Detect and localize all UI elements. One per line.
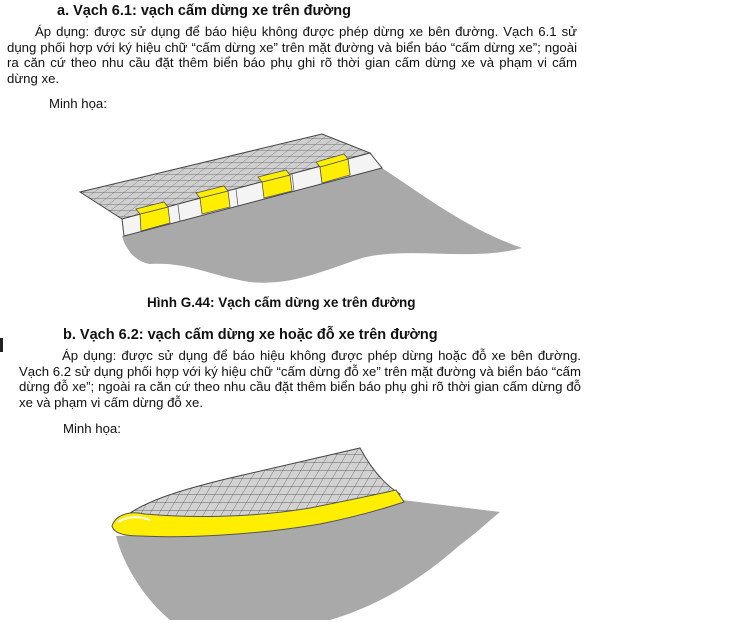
section-a-illustration-label: Minh họa: [49, 96, 107, 111]
margin-marker [0, 338, 3, 352]
section-b-paragraph [19, 348, 581, 410]
section-a-paragraph-text: Áp dụng: được sử dụng để báo hiệu không được phép dừng xe bên đường. Vạch 6.1 sử dụng phối hợp với ký hiệu chữ “cấm dừng xe” trên mặt đường và biển báo “cấm dừng xe”; ngoài ra căn cứ theo nhu cầu đặt thêm biển báo phụ ghi rõ thời gian cấm dừng xe và phạm vi cấm dừng xe. [7, 24, 577, 86]
figure-g44-caption: Hình G.44: Vạch cấm dừng xe trên đường [147, 295, 416, 310]
section-b-illustration-label: Minh họa: [63, 421, 121, 436]
section-b-paragraph-text: Áp dụng: được sử dụng để báo hiệu không được phép dừng hoặc đỗ xe bên đường. Vạch 6.2 sử dụng phối hợp với ký hiệu chữ “cấm dừng đỗ xe” trên mặt đường và biển báo “cấm dừng đỗ xe”; ngoài ra căn cứ theo nhu cầu đặt thêm biển báo phụ ghi rõ thời gian cấm dừng đỗ xe và phạm vi cấm dừng đỗ xe. [19, 348, 581, 410]
section-a-heading: a. Vạch 6.1: vạch cấm dừng xe trên đường [57, 3, 352, 19]
figure-g44-illustration [0, 0, 750, 300]
section-b-heading: b. Vạch 6.2: vạch cấm dừng xe hoặc đỗ xe trên đường [63, 327, 438, 343]
figure-vach-6-2-illustration [0, 430, 750, 623]
